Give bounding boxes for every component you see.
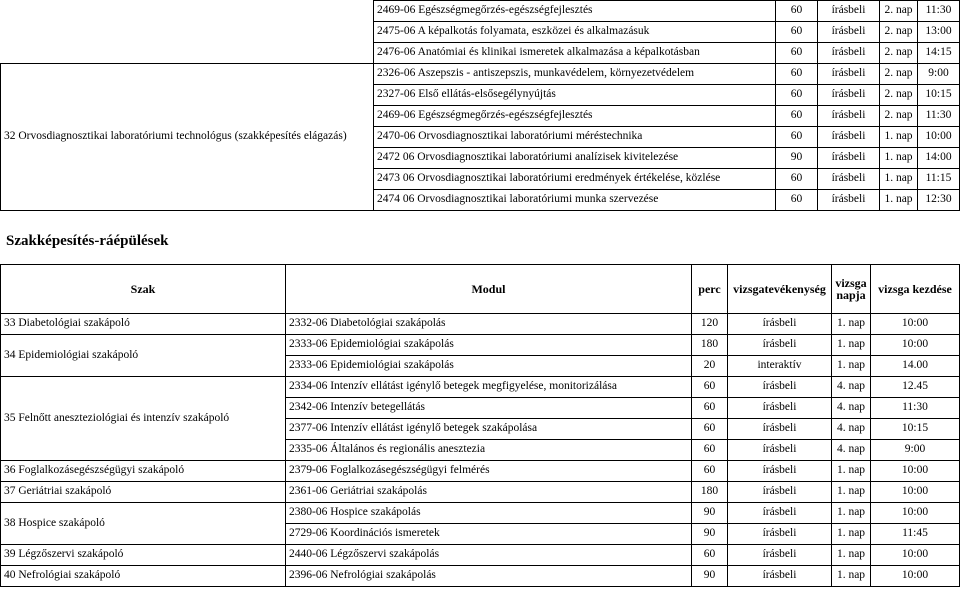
- empty-cell: [1, 22, 374, 43]
- szak-cell: 38 Hospice szakápoló: [1, 503, 286, 545]
- szak-cell: 35 Felnőtt aneszteziológiai és intenzív szakápoló: [1, 377, 286, 461]
- table-row: [1, 503, 960, 524]
- tevekenyseg-cell: írásbeli: [818, 148, 880, 169]
- szak-cell: 39 Légzőszervi szakápoló: [1, 545, 286, 566]
- modul-cell: 2473 06 Orvosdiagnosztikai laboratóriumi eredmények értékelése, közlése: [374, 169, 776, 190]
- perc-cell: 20: [692, 356, 728, 377]
- modul-cell: 2396-06 Nefrológiai szakápolás: [286, 566, 692, 587]
- nap-cell: 1. nap: [832, 524, 871, 545]
- kezdes-cell: 11:30: [918, 1, 960, 22]
- tevekenyseg-cell: írásbeli: [728, 440, 832, 461]
- perc-cell: 90: [692, 566, 728, 587]
- tevekenyseg-cell: írásbeli: [728, 377, 832, 398]
- nap-cell: 4. nap: [832, 440, 871, 461]
- nap-cell: 4. nap: [832, 419, 871, 440]
- kezdes-cell: 10:00: [871, 461, 960, 482]
- table-row: [1, 314, 960, 335]
- header-vizsga-kezdese: vizsga kezdése: [871, 265, 960, 314]
- kezdes-cell: 10:00: [871, 314, 960, 335]
- szak-cell: 32 Orvosdiagnosztikai laboratóriumi technológus (szakképesítés elágazás): [1, 64, 374, 211]
- header-vizsga-napja: vizsga napja: [832, 265, 871, 314]
- nap-cell: 2. nap: [880, 64, 918, 85]
- perc-cell: 90: [776, 148, 818, 169]
- perc-cell: 120: [692, 314, 728, 335]
- header-vizsgatevekenyseg: vizsgatevékenység: [728, 265, 832, 314]
- table-row: [1, 377, 960, 398]
- header-perc: perc: [692, 265, 728, 314]
- modul-cell: 2361-06 Geriátriai szakápolás: [286, 482, 692, 503]
- modul-cell: 2440-06 Légzőszervi szakápolás: [286, 545, 692, 566]
- kezdes-cell: 10:00: [871, 335, 960, 356]
- header-row: [1, 265, 960, 314]
- kezdes-cell: 9:00: [918, 64, 960, 85]
- perc-cell: 60: [692, 545, 728, 566]
- modul-cell: 2335-06 Általános és regionális aneszteziа: [286, 440, 692, 461]
- kezdes-cell: 10:00: [871, 566, 960, 587]
- table-row: [1, 545, 960, 566]
- kezdes-cell: 11:30: [918, 106, 960, 127]
- perc-cell: 60: [776, 1, 818, 22]
- perc-cell: 60: [692, 461, 728, 482]
- modul-cell: 2379-06 Foglalkozásegészségügyi felmérés: [286, 461, 692, 482]
- tevekenyseg-cell: írásbeli: [728, 503, 832, 524]
- kezdes-cell: 10:00: [871, 503, 960, 524]
- tevekenyseg-cell: írásbeli: [728, 314, 832, 335]
- szak-cell: 33 Diabetológiai szakápoló: [1, 314, 286, 335]
- kezdes-cell: 9:00: [871, 440, 960, 461]
- kezdes-cell: 12.45: [871, 377, 960, 398]
- szak-cell: 34 Epidemiológiai szakápoló: [1, 335, 286, 377]
- empty-cell: [1, 43, 374, 64]
- tevekenyseg-cell: írásbeli: [818, 1, 880, 22]
- nap-cell: 1. nap: [832, 566, 871, 587]
- nap-cell: 1. nap: [832, 356, 871, 377]
- header-modul: Modul: [286, 265, 692, 314]
- tevekenyseg-cell: írásbeli: [818, 106, 880, 127]
- modul-cell: 2333-06 Epidemiológiai szakápolás: [286, 335, 692, 356]
- tevekenyseg-cell: írásbeli: [728, 482, 832, 503]
- perc-cell: 60: [776, 64, 818, 85]
- perc-cell: 180: [692, 482, 728, 503]
- nap-cell: 2. nap: [880, 22, 918, 43]
- kezdes-cell: 11:45: [871, 524, 960, 545]
- modul-cell: 2327-06 Első ellátás-elsősegélynyújtás: [374, 85, 776, 106]
- kezdes-cell: 13:00: [918, 22, 960, 43]
- perc-cell: 60: [692, 398, 728, 419]
- modul-cell: 2333-06 Epidemiológiai szakápolás: [286, 356, 692, 377]
- perc-cell: 60: [776, 85, 818, 106]
- perc-cell: 90: [692, 503, 728, 524]
- kezdes-cell: 10:00: [871, 482, 960, 503]
- empty-cell: [1, 1, 374, 22]
- tevekenyseg-cell: interaktív: [728, 356, 832, 377]
- perc-cell: 60: [776, 43, 818, 64]
- modul-cell: 2332-06 Diabetológiai szakápolás: [286, 314, 692, 335]
- perc-cell: 60: [692, 377, 728, 398]
- top-exam-table: [0, 0, 960, 211]
- tevekenyseg-cell: írásbeli: [728, 398, 832, 419]
- table-row: [1, 43, 960, 64]
- perc-cell: 180: [692, 335, 728, 356]
- perc-cell: 90: [692, 524, 728, 545]
- kezdes-cell: 12:30: [918, 190, 960, 211]
- nap-cell: 1. nap: [880, 169, 918, 190]
- section-title: Szakképesítés-ráépülések: [6, 233, 169, 249]
- table-row: [1, 482, 960, 503]
- modul-cell: 2380-06 Hospice szakápolás: [286, 503, 692, 524]
- tevekenyseg-cell: írásbeli: [818, 22, 880, 43]
- nap-cell: 4. nap: [832, 398, 871, 419]
- kezdes-cell: 14:15: [918, 43, 960, 64]
- modul-cell: 2326-06 Aszepszis - antiszepszis, munkavédelem, környezetvédelem: [374, 64, 776, 85]
- nap-cell: 1. nap: [880, 148, 918, 169]
- tevekenyseg-cell: írásbeli: [818, 64, 880, 85]
- modul-cell: 2469-06 Egészségmegőrzés-egészségfejlesztés: [374, 106, 776, 127]
- nap-cell: 2. nap: [880, 1, 918, 22]
- kezdes-cell: 14:00: [918, 148, 960, 169]
- nap-cell: 1. nap: [832, 335, 871, 356]
- modul-cell: 2729-06 Koordinációs ismeretek: [286, 524, 692, 545]
- table-row: [1, 1, 960, 22]
- modul-cell: 2334-06 Intenzív ellátást igénylő betegek megfigyelése, monitorizálása: [286, 377, 692, 398]
- nap-cell: 1. nap: [832, 314, 871, 335]
- modul-cell: 2476-06 Anatómiai és klinikai ismeretek alkalmazása a képalkotásban: [374, 43, 776, 64]
- tevekenyseg-cell: írásbeli: [728, 545, 832, 566]
- nap-cell: 2. nap: [880, 43, 918, 64]
- table-row: [1, 22, 960, 43]
- perc-cell: 60: [776, 169, 818, 190]
- perc-cell: 60: [776, 127, 818, 148]
- szak-cell: 37 Geriátriai szakápoló: [1, 482, 286, 503]
- kezdes-cell: 10:15: [871, 419, 960, 440]
- szak-cell: 36 Foglalkozásegészségügyi szakápoló: [1, 461, 286, 482]
- szak-cell: 40 Nefrológiai szakápoló: [1, 566, 286, 587]
- table-row: [1, 566, 960, 587]
- modul-cell: 2470-06 Orvosdiagnosztikai laboratóriumi méréstechnika: [374, 127, 776, 148]
- perc-cell: 60: [692, 419, 728, 440]
- tevekenyseg-cell: írásbeli: [818, 190, 880, 211]
- tevekenyseg-cell: írásbeli: [818, 85, 880, 106]
- header-szak: Szak: [1, 265, 286, 314]
- perc-cell: 60: [776, 106, 818, 127]
- nap-cell: 1. nap: [880, 127, 918, 148]
- nap-cell: 1. nap: [832, 482, 871, 503]
- nap-cell: 2. nap: [880, 85, 918, 106]
- nap-cell: 1. nap: [880, 190, 918, 211]
- perc-cell: 60: [776, 22, 818, 43]
- nap-cell: 4. nap: [832, 377, 871, 398]
- tevekenyseg-cell: írásbeli: [728, 419, 832, 440]
- table-row: [1, 64, 960, 85]
- tevekenyseg-cell: írásbeli: [728, 335, 832, 356]
- modul-cell: 2342-06 Intenzív betegellátás: [286, 398, 692, 419]
- tevekenyseg-cell: írásbeli: [728, 461, 832, 482]
- modul-cell: 2475-06 A képalkotás folyamata, eszközei és alkalmazásuk: [374, 22, 776, 43]
- modul-cell: 2377-06 Intenzív ellátást igénylő betegek szakápolása: [286, 419, 692, 440]
- tevekenyseg-cell: írásbeli: [728, 524, 832, 545]
- tevekenyseg-cell: írásbeli: [818, 169, 880, 190]
- kezdes-cell: 11:30: [871, 398, 960, 419]
- nap-cell: 2. nap: [880, 106, 918, 127]
- nap-cell: 1. nap: [832, 461, 871, 482]
- modul-cell: 2474 06 Orvosdiagnosztikai laboratóriumi munka szervezése: [374, 190, 776, 211]
- tevekenyseg-cell: írásbeli: [818, 127, 880, 148]
- tevekenyseg-cell: írásbeli: [818, 43, 880, 64]
- nap-cell: 1. nap: [832, 503, 871, 524]
- kezdes-cell: 14.00: [871, 356, 960, 377]
- kezdes-cell: 11:15: [918, 169, 960, 190]
- table-row: [1, 335, 960, 356]
- nap-cell: 1. nap: [832, 545, 871, 566]
- tevekenyseg-cell: írásbeli: [728, 566, 832, 587]
- perc-cell: 60: [692, 440, 728, 461]
- modul-cell: 2472 06 Orvosdiagnosztikai laboratóriumi analízisek kivitelezése: [374, 148, 776, 169]
- table-row: [1, 461, 960, 482]
- kezdes-cell: 10:15: [918, 85, 960, 106]
- exam-schedule-table: [0, 264, 960, 587]
- perc-cell: 60: [776, 190, 818, 211]
- modul-cell: 2469-06 Egészségmegőrzés-egészségfejlesztés: [374, 1, 776, 22]
- kezdes-cell: 10:00: [918, 127, 960, 148]
- kezdes-cell: 10:00: [871, 545, 960, 566]
